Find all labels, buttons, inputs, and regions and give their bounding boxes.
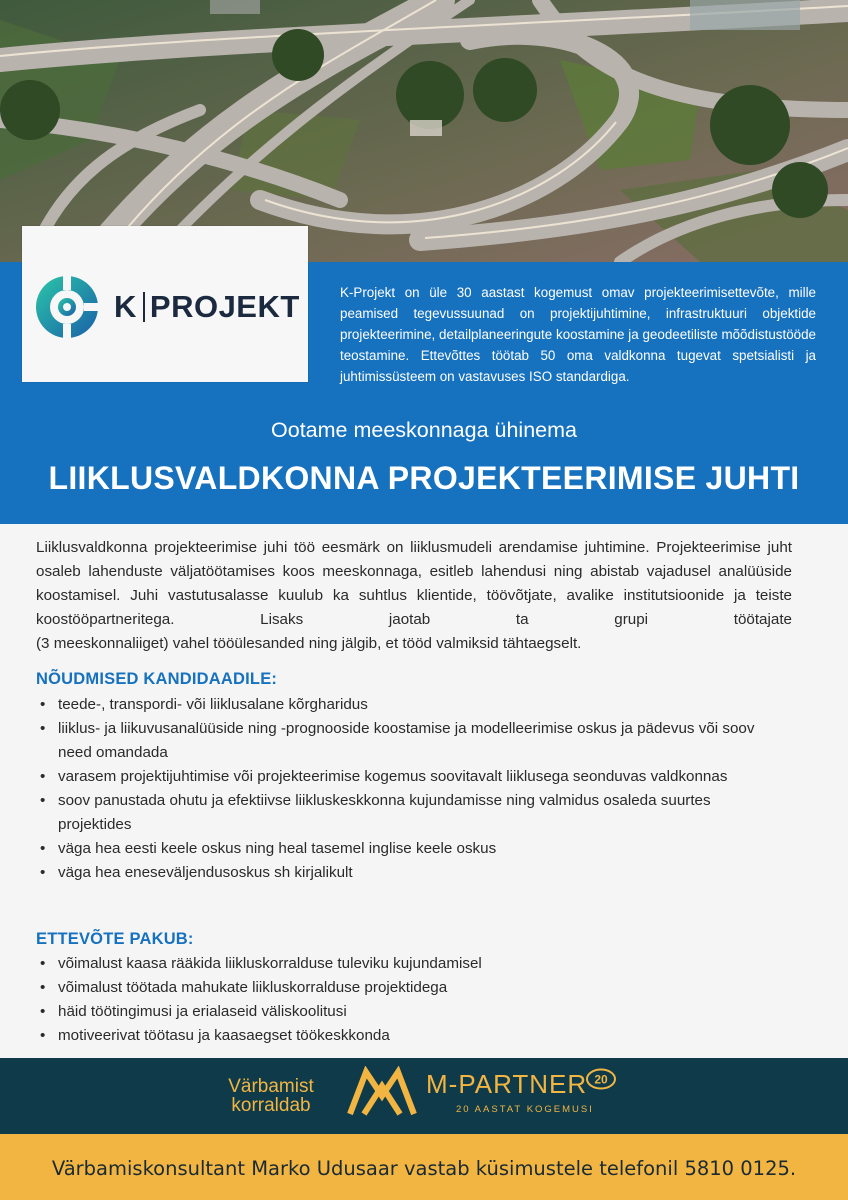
list-item: • soov panustada ohutu ja efektiivse liikluskeskkonna kujundamisse ning valmidus osaleda suurtes projektides <box>40 789 770 837</box>
job-description-main: Liiklusvaldkonna projekteerimise juhi töö eesmärk on liiklusmudeli arendamise juhtimine. Projekteerimise juht osaleb lahenduste väljatöötamises koos meeskonnaga, esitleb lahendusi ning abistab vajadusel analüüside koostamisel. Juhi vastutusalasse kuulub ka suhtlus klientide, töövõtjate, avalike institutsioonide ja teiste koostööpartneritega. Lisaks jaotab ta grupi töötajate <box>36 539 792 628</box>
hero-image <box>0 0 848 262</box>
offer-list <box>40 952 770 1048</box>
posting-subtitle: Ootame meeskonnaga ühinema <box>271 418 577 442</box>
k-projekt-logo-icon <box>34 274 100 340</box>
company-description: K-Projekt on üle 30 aastast kogemust omav projekteerimisettevõte, mille peamised tegevussuunad on projektijuhtimine, infrastruktuuri objektide projekteerimine, detailplaneeringute koostamine ja geodeetiliste mõõdistustööde teostamine. Ettevõttes töötab 50 oma valdkonna tugevat spetsialisti ja juhtimissüsteem on vastavuses ISO standardiga. <box>340 285 816 384</box>
contact-info: Värbamiskonsultant Marko Udusaar vastab küsimustele telefonil 5810 0125. <box>51 1157 797 1180</box>
logo-text-left: K <box>114 289 137 324</box>
list-item: • liiklus- ja liikuvusanalüüside ning -prognooside koostamise ja modelleerimise oskus ja pädevus või soov need omandada <box>40 717 770 765</box>
k-projekt-logo <box>22 226 308 382</box>
list-item: • motiveerivat töötasu ja kaasaegset töökeskkonda <box>40 1024 770 1048</box>
m-partner-20-badge <box>586 1068 616 1090</box>
m-partner-name: M-PARTNER <box>426 1069 588 1099</box>
list-item: • varasem projektijuhtimise või projekteerimise kogemus soovitavalt liiklusega seonduvas valdkonnas <box>40 765 770 789</box>
list-item: • väga hea eneseväljendusoskus sh kirjalikult <box>40 861 770 885</box>
logo-text-right: PROJEKT <box>149 289 300 324</box>
list-item: • väga hea eesti keele oskus ning heal tasemel inglise keele oskus <box>40 837 770 861</box>
requirements-heading: NÕUDMISED KANDIDAADILE: <box>36 670 278 688</box>
m-partner-logo-icon <box>346 1066 418 1118</box>
recruiter-band <box>0 1058 848 1134</box>
list-item: • võimalust töötada mahukate liikluskorralduse projektidega <box>40 976 770 1000</box>
job-description-last-line: (3 meeskonnaliiget) vahel tööülesanded ning jälgib, et tööd valmiksid tähtaegselt. <box>36 635 582 652</box>
offer-heading: ETTEVÕTE PAKUB: <box>36 930 194 948</box>
list-item: • võimalust kaasa rääkida liikluskorralduse tuleviku kujundamisel <box>40 952 770 976</box>
k-projekt-logo-text <box>114 289 300 325</box>
m-partner-tagline: 20 AASTAT KOGEMUSI <box>456 1104 594 1115</box>
recruiter-label-line2: korraldab <box>231 1095 311 1116</box>
job-description <box>36 536 792 656</box>
recruiter-label-line1: Värbamist <box>228 1076 314 1097</box>
recruiter-label <box>206 1077 336 1115</box>
list-item: • häid töötingimusi ja erialaseid väliskoolitusi <box>40 1000 770 1024</box>
list-item: • teede-, transpordi- või liiklusalane kõrgharidus <box>40 693 770 717</box>
requirements-list <box>40 693 770 885</box>
svg-text:20: 20 <box>594 1072 608 1087</box>
posting-title: LIIKLUSVALDKONNA PROJEKTEERIMISE JUHTI <box>48 460 800 496</box>
